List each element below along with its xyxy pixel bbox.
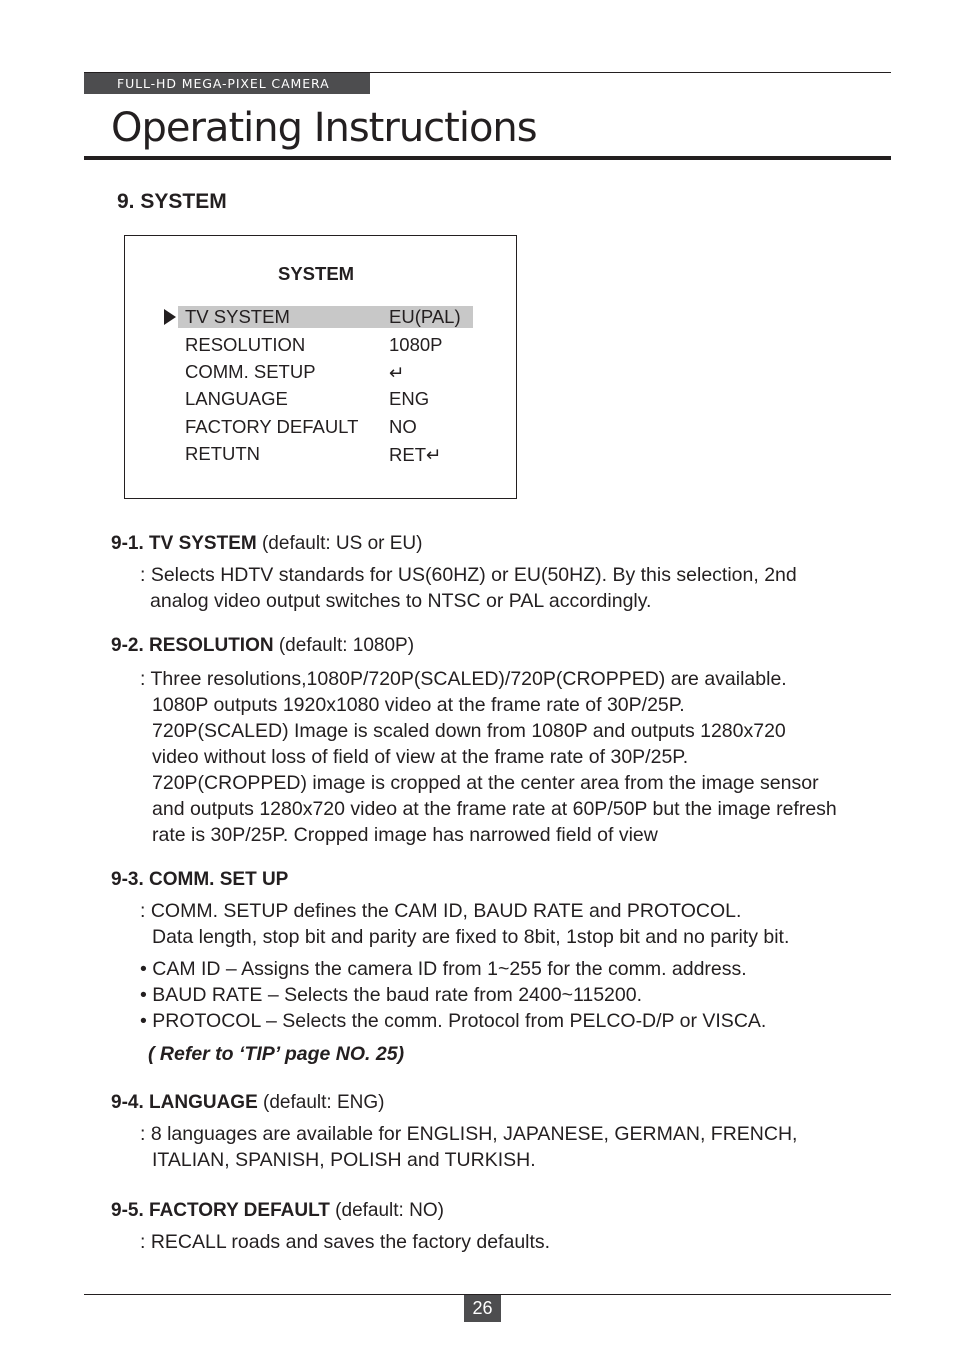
osd-menu-item-label: FACTORY DEFAULT: [185, 416, 359, 437]
osd-menu-item-label: RETUTN: [185, 443, 261, 464]
section-heading: 9. SYSTEM: [117, 190, 227, 213]
description-line: 720P(SCALED) Image is scaled down from 1080P and outputs 1280x720: [152, 720, 786, 742]
description-line: video without loss of field of view at the frame rate of 30P/25P.: [152, 746, 689, 768]
description-line: : RECALL roads and saves the factory defaults.: [140, 1231, 551, 1253]
subsection-title: 9-5. FACTORY DEFAULT: [111, 1200, 330, 1221]
subsection-title: 9-1. TV SYSTEM: [111, 533, 257, 554]
osd-menu-item-value: RET↵: [389, 444, 442, 465]
subsection-heading-factory-default: [111, 1199, 444, 1223]
subsection-heading-comm-setup: [111, 868, 288, 892]
subsection-heading-language: [111, 1091, 384, 1115]
enter-arrow-icon: ↵: [389, 362, 405, 383]
description-line: ITALIAN, SPANISH, POLISH and TURKISH.: [152, 1149, 536, 1171]
description-line: : 8 languages are available for ENGLISH, JAPANESE, GERMAN, FRENCH,: [140, 1123, 798, 1145]
bullet-item: • BAUD RATE – Selects the baud rate from 2400~115200.: [140, 984, 643, 1006]
subsection-heading-tv-system: [111, 532, 422, 556]
osd-menu-item-label: RESOLUTION: [185, 334, 306, 355]
subsection-description: [140, 1229, 550, 1255]
page-title: Operating Instructions: [111, 105, 537, 151]
description-line: : COMM. SETUP defines the CAM ID, BAUD RATE and PROTOCOL.: [140, 900, 742, 922]
subsection-default: (default: US or EU): [261, 533, 423, 554]
tip-reference: ( Refer to ‘TIP’ page NO. 25): [148, 1043, 405, 1065]
osd-menu-title: SYSTEM: [278, 263, 355, 284]
osd-menu-item-label: TV SYSTEM: [185, 306, 290, 327]
description-line: rate is 30P/25P. Cropped image has narrowed field of view: [152, 824, 658, 846]
description-line: Data length, stop bit and parity are fixed to 8bit, 1stop bit and no parity bit.: [152, 926, 790, 948]
subsection-title: 9-3. COMM. SET UP: [111, 869, 289, 890]
bullet-item: • PROTOCOL – Selects the comm. Protocol from PELCO-D/P or VISCA.: [140, 1010, 767, 1032]
osd-menu-item-value: EU(PAL): [389, 306, 461, 327]
osd-menu-item-label: LANGUAGE: [185, 388, 288, 409]
description-line: and outputs 1280x720 video at the frame rate at 60P/50P but the image refresh: [152, 798, 837, 820]
description-line: analog video output switches to NTSC or PAL accordingly.: [150, 590, 652, 612]
title-underline: [84, 156, 891, 160]
subsection-description: [140, 666, 837, 848]
subsection-title: 9-4. LANGUAGE: [111, 1092, 258, 1113]
description-line: 1080P outputs 1920x1080 video at the frame rate of 30P/25P.: [152, 694, 685, 716]
osd-menu-item-label: COMM. SETUP: [185, 361, 316, 382]
subsection-default: (default: ENG): [263, 1092, 385, 1113]
description-line: : Selects HDTV standards for US(60HZ) or EU(50HZ). By this selection, 2nd: [140, 564, 797, 586]
subsection-description: [140, 562, 797, 614]
header-category-tab: FULL-HD MEGA-PIXEL CAMERA: [84, 73, 370, 94]
page-number: 26: [464, 1295, 501, 1322]
subsection-heading-resolution: [111, 634, 414, 658]
osd-menu-item-value: ENG: [389, 388, 430, 409]
osd-menu-item-value: NO: [389, 416, 417, 437]
subsection-description: [140, 1121, 797, 1173]
subsection-description: [140, 898, 789, 950]
osd-menu-item-value: 1080P: [389, 334, 443, 355]
description-line: : Three resolutions,1080P/720P(SCALED)/720P(CROPPED) are available.: [140, 668, 787, 690]
subsection-title: 9-2. RESOLUTION: [111, 635, 274, 656]
description-line: 720P(CROPPED) image is cropped at the center area from the image sensor: [152, 772, 819, 794]
subsection-default: (default: NO): [335, 1200, 444, 1221]
bullet-item: • CAM ID – Assigns the camera ID from 1~255 for the comm. address.: [140, 958, 747, 980]
subsection-default: (default: 1080P): [278, 635, 415, 656]
menu-cursor-arrow-icon: [164, 309, 176, 325]
